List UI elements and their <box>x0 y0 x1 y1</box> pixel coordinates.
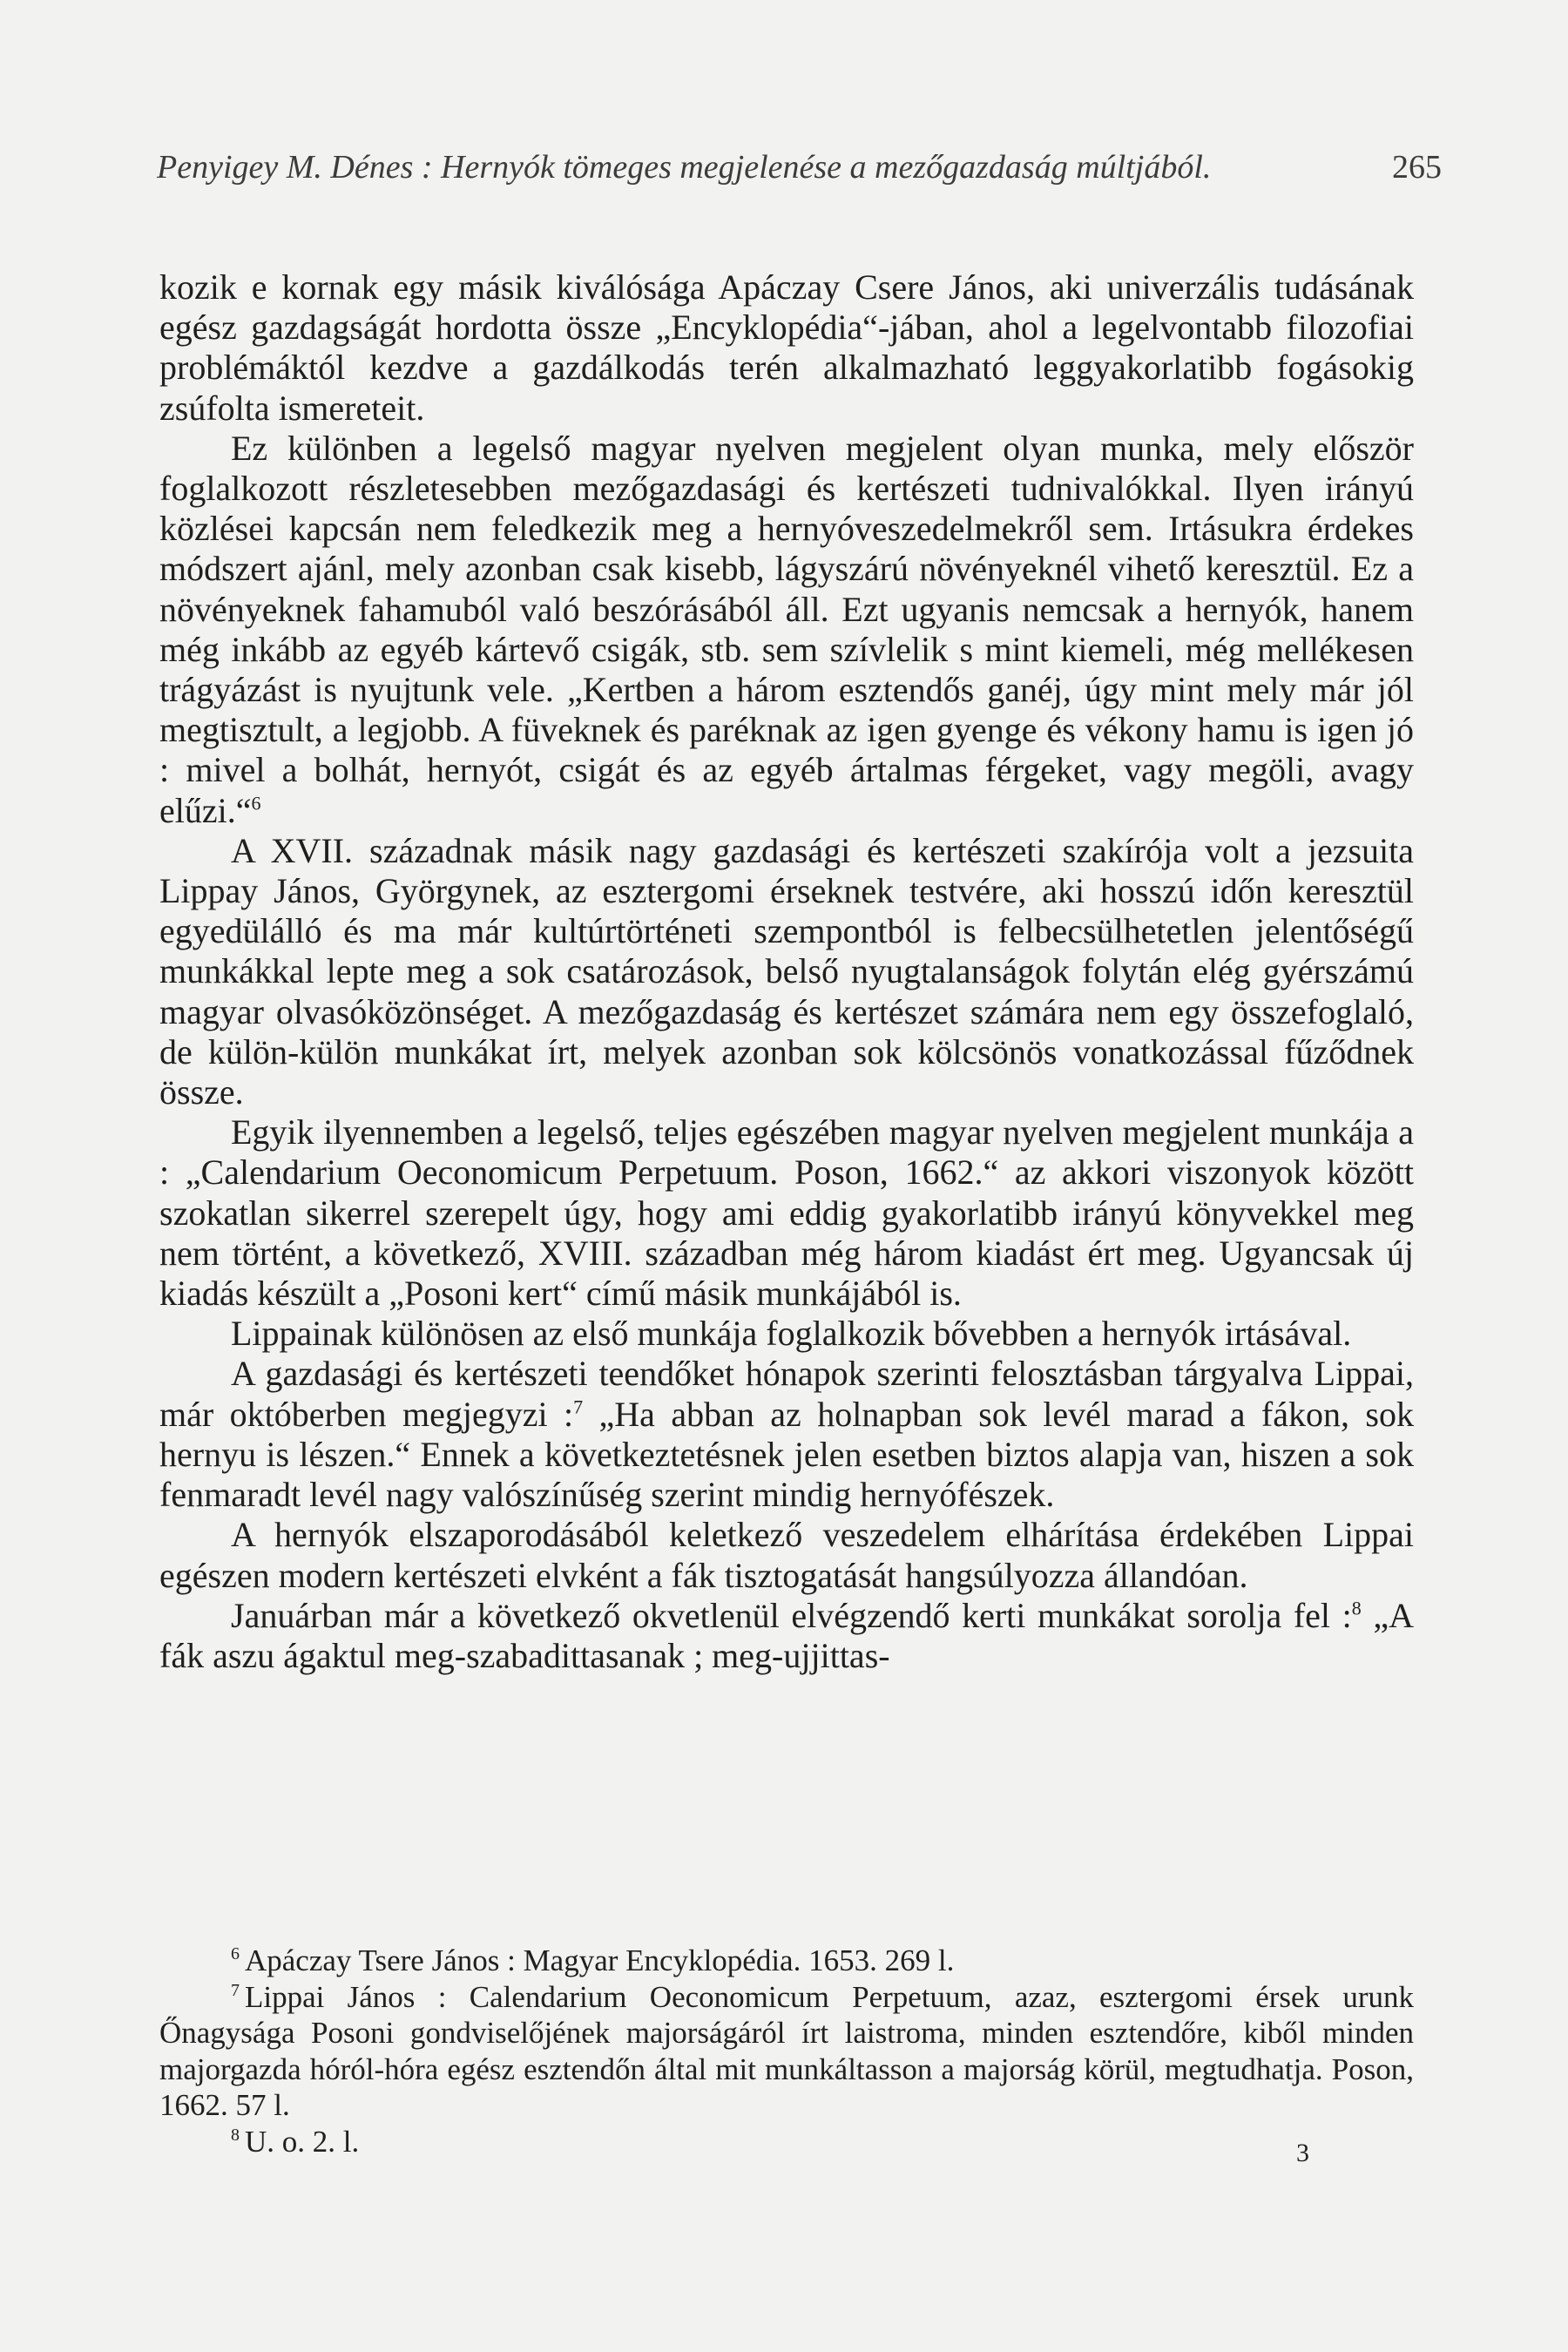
footnote-ref: 6 <box>251 792 261 814</box>
footnote-ref: 8 <box>1351 1597 1362 1619</box>
running-title: Penyigey M. Dénes : Hernyók tömeges megjelenése a mezőgazdaság múltjából. <box>157 149 1212 186</box>
footnote-mark: 8 <box>231 2125 240 2145</box>
paragraph: Lippainak különösen az első munkája foglalkozik bővebben a hernyók irtásával. <box>231 1314 1352 1354</box>
footnotes <box>159 1943 1414 2159</box>
footnote: $^6$ Apáczay Tsere János : Magyar Encyklopédia. 1653. 269 l. <box>231 1943 955 1977</box>
paragraph: Ez különben a legelső magyar nyelven megjelent olyan munka, mely először foglalkozott részletesebben mezőgazdasági és kertészeti tudnivalókkal. Ilyen irányú közlései kapcsán nem feledkezik meg a hernyóveszedelmekről sem. Irtásukra érdekes módszert ajánl, mely azonban csak kisebb, lágyszárú növényeknél vihető keresztül. Ez a növényeknek fahamuból való beszórásából áll. Ezt ugyanis nemcsak a hernyók, hanem még inkább az egyéb kártevő csigák, stb. sem szívlelik s mint kiemeli, még mellékesen trágyázást is nyujtunk vele. „Kertben a három esztendős ganéj, úgy mint mely már jól megtisztult, a legjobb. A füveknek és paréknak az igen gyenge és vékony hamu is igen jó : mivel a bolhát, hernyót, csigát és az egyéb ártalmas férgeket, vagy megöli, avagy elűzi.“$^6$ <box>159 428 1414 830</box>
body-text <box>159 267 1414 1676</box>
footnote: $^8$ U. o. 2. l. <box>231 2124 360 2159</box>
footnote: $^7$ Lippai János : Calendarium Oeconomicum Perpetuum, azaz, esztergomi érsek urunk Őnagysága Posoni gondviselőjének majorságáról írt laistroma, minden esztendőre, kiből minden majorgazda hóról-hóra egész esztendőn által mit munkáltasson a majorság körül, megtudhatja. Poson, 1662. 57 l. <box>159 1979 1414 2122</box>
footnote-mark: 6 <box>231 1944 240 1964</box>
footnote-mark: 7 <box>231 1980 240 2000</box>
paragraph: A hernyók elszaporodásából keletkező veszedelem elhárítása érdekében Lippai egészen modern kertészeti elvként a fák tisztogatását hangsúlyozza állandóan. <box>159 1515 1414 1595</box>
paragraph: kozik e kornak egy másik kiválósága Apáczay Csere János, aki univerzális tudásának egész gazdagságát hordotta össze „Encyklopédia“-jában, ahol a legelvontabb filozofiai problémáktól kezdve a gazdálkodás terén alkalmazható leggyakorlatibb fogásokig zsúfolta ismereteit. <box>159 267 1414 428</box>
paragraph: A gazdasági és kertészeti teendőket hónapok szerinti felosztásban tárgyalva Lippai, már októberben megjegyzi :$^7$ „Ha abban az holnapban sok levél marad a fákon, sok hernyu is lészen.“ Ennek a következtetésnek jelen esetben biztos alapja van, hiszen a sok fenmaradt levél nagy valószínűség szerint mindig hernyófészek. <box>159 1354 1414 1515</box>
paragraph: Januárban már a következő okvetlenül elvégzendő kerti munkákat sorolja fel :$^8$ „A fák aszu ágaktul meg-szabadittasanak ; meg-ujjittas- <box>159 1595 1414 1675</box>
paragraph: A XVII. századnak másik nagy gazdasági és kertészeti szakírója volt a jezsuita Lippay János, Györgynek, az esztergomi érseknek testvére, aki hosszú időn keresztül egyedülálló és ma már kultúrtörténeti szempontból is felbecsülhetetlen jelentőségű munkákkal lepte meg a sok csatározások, belső nyugtalanságok folytán elég gyérszámú magyar olvasóközönséget. A mezőgazdaság és kertészet számára nem egy összefoglaló, de külön-külön munkákat írt, melyek azonban sok kölcsönös vonatkozással fűződnek össze. <box>159 830 1414 1112</box>
paragraph: Egyik ilyennemben a legelső, teljes egészében magyar nyelven megjelent munkája a : „Calendarium Oeconomicum Perpetuum. Poson, 1662.“ az akkori viszonyok között szokatlan sikerrel szerepelt úgy, hogy ami eddig gyakorlatibb irányú könyvekkel meg nem történt, a következő, XVIII. században még három kiadást ért meg. Ugyancsak új kiadás készült a „Posoni kert“ című másik munkájából is. <box>159 1112 1414 1314</box>
running-header <box>157 148 1442 186</box>
signature-mark: 3 <box>1296 2139 1309 2167</box>
footnote-ref: 7 <box>573 1396 584 1418</box>
page-number: 265 <box>1392 149 1442 186</box>
